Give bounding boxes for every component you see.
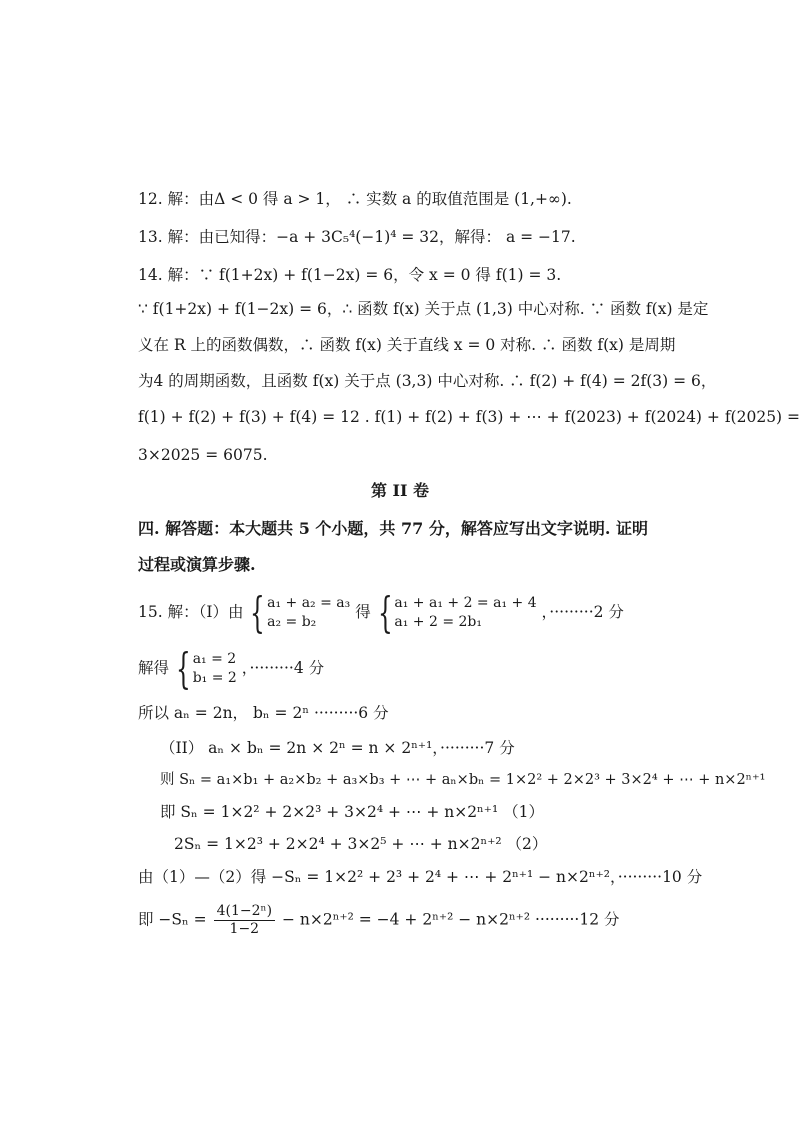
answer-14-line3: 义在 R 上的函数偶数，∴ 函数 f(x) 关于直线 x = 0 对称. ∴ 函数 f(x) 是周期: [138, 336, 676, 354]
system2-row1: a₁ + a₁ + 2 = a₁ + 4: [394, 595, 537, 611]
left-brace-icon: {: [250, 588, 266, 637]
equation-2-line: 2Sₙ = 1×2³ + 2×2⁴ + 3×2⁵ + ⋯ + n×2ⁿ⁺² （2）: [174, 835, 548, 853]
solve-suffix: ，·········4 分: [241, 659, 325, 677]
answer-15-suffix: ，·········2 分: [541, 603, 624, 621]
equation-system-1: [248, 588, 351, 637]
answer-14-line1: 14. 解：∵ f(1+2x) + f(1−2x) = 6，令 x = 0 得 f(1) = 3.: [138, 266, 562, 284]
system1-row2: a₂ = b₂: [267, 614, 317, 630]
section-title: 第 II 卷: [370, 481, 430, 500]
fraction-numerator: 4(1−2ⁿ): [214, 903, 275, 921]
subtraction-line: 由（1）—（2）得 −Sₙ = 1×2² + 2³ + 2⁴ + ⋯ + 2ⁿ⁺¹ − n×2ⁿ⁺²，·········10 分: [138, 868, 703, 886]
answer-14-line6: 3×2025 = 6075.: [138, 446, 268, 464]
left-brace-icon: {: [175, 644, 191, 693]
answer-14-line5: f(1) + f(2) + f(3) + f(4) = 12 . f(1) + f(2) + f(3) + ⋯ + f(2023) + f(2024) + f(2025) =: [138, 408, 800, 426]
system2-row2: a₁ + 2 = 2b₁: [394, 614, 482, 630]
answer-15-part1: [138, 588, 624, 637]
part-two-line: （II） aₙ × bₙ = 2n × 2ⁿ = n × 2ⁿ⁺¹，·········7 分: [160, 739, 515, 757]
so-line: 所以 aₙ = 2n， bₙ = 2ⁿ ·········6 分: [138, 704, 389, 722]
answer-14-line4: 为4 的周期函数，且函数 f(x) 关于点 (3,3) 中心对称. ∴ f(2) + f(4) = 2f(3) = 6，: [138, 372, 717, 390]
equation-1-line: 即 Sₙ = 1×2² + 2×2³ + 3×2⁴ + ⋯ + n×2ⁿ⁺¹ （1）: [160, 803, 544, 821]
solve-line: [138, 644, 325, 693]
solve-prefix: 解得: [138, 659, 170, 677]
fraction-denominator: 1−2: [229, 921, 260, 937]
left-brace-icon: {: [377, 588, 393, 637]
answer-14-line2: ∵ f(1+2x) + f(1−2x) = 6，∴ 函数 f(x) 关于点 (1,3) 中心对称. ∵ 函数 f(x) 是定: [138, 300, 709, 318]
answer-12: 12. 解：由Δ < 0 得 a > 1， ∴ 实数 a 的取值范围是 (1,+∞).: [138, 190, 572, 208]
final-suffix: − n×2ⁿ⁺² = −4 + 2ⁿ⁺² − n×2ⁿ⁺² ·········12 分: [281, 910, 620, 929]
fraction: [214, 903, 275, 938]
answer-15-mid: 得: [355, 603, 371, 621]
final-line: [138, 903, 620, 938]
part-four-heading-line2: 过程或演算步骤.: [138, 555, 256, 574]
final-prefix: 即 −Sₙ =: [138, 910, 207, 929]
answer-15-prefix: 15. 解：（I）由: [138, 603, 244, 621]
solution-row2: b₁ = 2: [192, 670, 237, 686]
sum-definition-line: 则 Sₙ = a₁×b₁ + a₂×b₂ + a₃×b₃ + ⋯ + aₙ×bₙ = 1×2² + 2×2³ + 3×2⁴ + ⋯ + n×2ⁿ⁺¹: [160, 772, 766, 788]
solution-system: [174, 644, 237, 693]
system1-row1: a₁ + a₂ = a₃: [267, 595, 351, 611]
solution-row1: a₁ = 2: [192, 651, 237, 667]
answer-13: 13. 解：由已知得：−a + 3C₅⁴(−1)⁴ = 32，解得： a = −17.: [138, 228, 576, 246]
part-four-heading-line1: 四. 解答题：本大题共 5 个小题，共 77 分，解答应写出文字说明. 证明: [138, 519, 648, 538]
equation-system-2: [376, 588, 537, 637]
